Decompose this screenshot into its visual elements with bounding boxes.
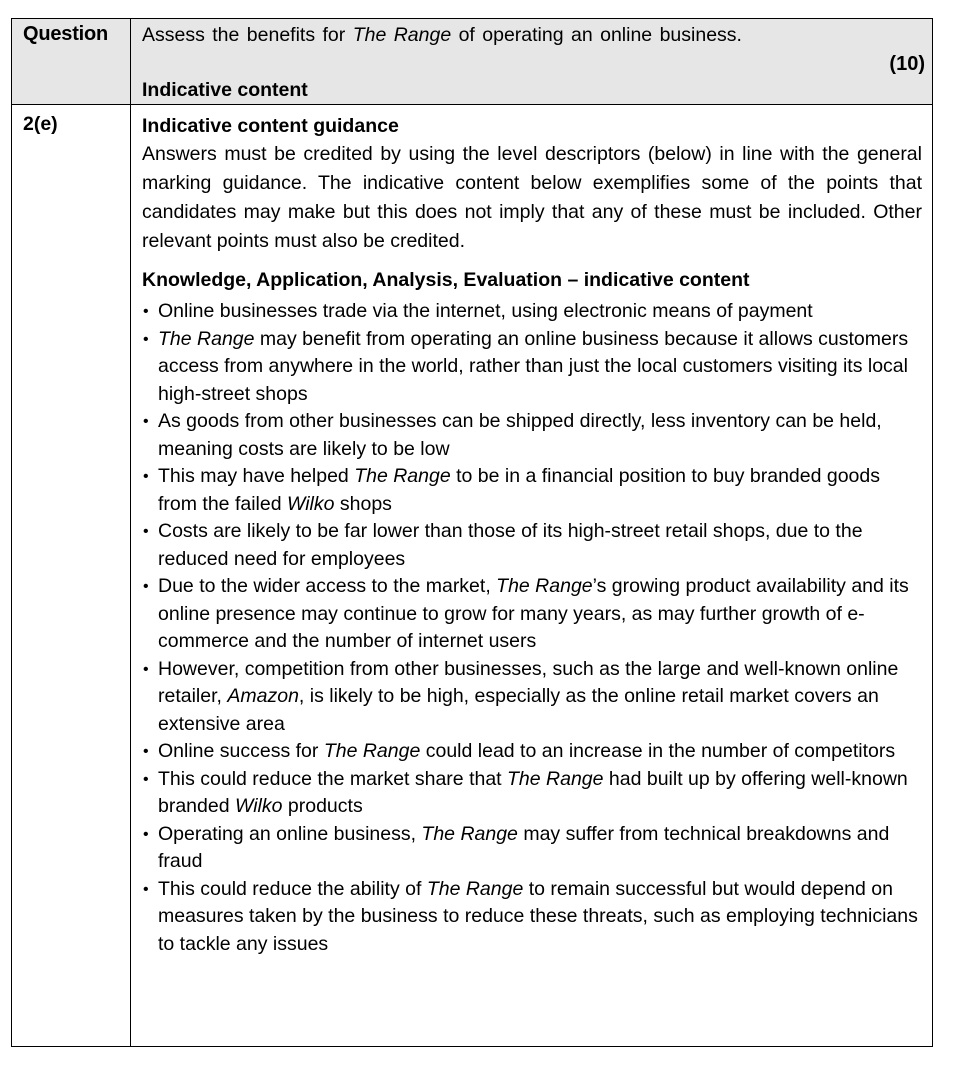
question-text-part: Assess the benefits for [142, 24, 353, 46]
question-column-label: Question [23, 23, 109, 45]
indicative-point [142, 408, 922, 463]
indicative-point [142, 656, 922, 739]
point-text-emphasis: Wilko [286, 492, 335, 515]
point-text-emphasis: The Range [496, 575, 593, 597]
bullet-icon: • [143, 413, 149, 430]
indicative-point [142, 463, 922, 518]
question-text-part: of operating an online business. [451, 24, 742, 46]
marks-available: (10) [889, 53, 925, 75]
point-text: Costs are likely to be far lower than those of its high-street retail shops, due to the reduced need for employees [158, 520, 863, 570]
point-text: shops [334, 492, 392, 515]
point-text-emphasis: Wilko [234, 795, 283, 817]
indicative-points-list [142, 298, 922, 958]
point-text: As goods from other businesses can be shipped directly, less inventory can be held, meaning costs are likely to be low [158, 410, 882, 460]
point-text: to remain successful but would depend on measures taken by the business to reduce these threats, such as employing technicians to tackle any issues [158, 877, 918, 955]
indicative-content-heading: Indicative content [142, 79, 308, 101]
point-text: Operating an online business, [158, 822, 422, 845]
guidance-text: Answers must be credited by using the level descriptors (below) in line with the general marking guidance. The indicative content below exemplifies some of the points that candidates may make but this does not imply that any of these must be included. Other relevant points must also be credited. [142, 143, 922, 252]
point-text: products [282, 795, 363, 817]
indicative-point [142, 298, 922, 326]
table-header-row [12, 19, 932, 105]
point-text-emphasis: The Range [421, 822, 518, 845]
question-text-company: The Range [352, 24, 452, 46]
bullet-icon: • [143, 303, 149, 320]
indicative-point [142, 573, 922, 656]
question-number: 2(e) [23, 113, 58, 135]
point-text: to be in a financial position to buy branded goods from the failed [158, 465, 880, 515]
point-text-emphasis: The Range [323, 740, 421, 762]
point-text: This may have helped [158, 465, 355, 487]
point-text: may benefit from operating an online business because it allows customers access from anywhere in the world, rather than just the local customers visiting its local high-street shops [158, 327, 909, 405]
indicative-point [142, 876, 922, 959]
indicative-point [142, 766, 922, 821]
point-text-emphasis: Amazon [227, 685, 299, 707]
bullet-icon: • [143, 825, 149, 843]
indicative-point [142, 738, 922, 766]
point-text-emphasis: The Range [354, 465, 451, 487]
indicative-point [142, 518, 922, 573]
bullet-icon: • [143, 330, 149, 348]
mark-scheme-table [11, 18, 933, 1047]
bullet-icon: • [143, 578, 149, 595]
bullet-icon: • [143, 523, 149, 540]
point-text: could lead to an increase in the number of competitors [420, 740, 896, 762]
point-text: Online success for [158, 740, 324, 762]
guidance-title: Indicative content guidance [142, 115, 399, 137]
point-text-emphasis: The Range [158, 327, 255, 350]
point-text-emphasis: The Range [507, 767, 604, 790]
answer-content [142, 112, 922, 958]
point-text: However, competition from other businesses, such as the large and well-known online retailer, [158, 657, 899, 707]
column-divider [130, 19, 131, 1046]
point-text: may suffer from technical breakdowns and fraud [158, 822, 890, 872]
bullet-icon: • [143, 880, 149, 898]
bullet-icon: • [143, 770, 149, 788]
point-text-emphasis: The Range [426, 877, 524, 900]
point-text: This could reduce the ability of [158, 877, 427, 900]
point-text: Online businesses trade via the internet, using electronic means of payment [158, 300, 813, 322]
point-text: ’s growing product availability and its online presence may continue to grow for many years, as may further growth of e-commerce and the number of internet users [158, 575, 909, 652]
indicative-point [142, 326, 922, 409]
point-text: Due to the wider access to the market, [158, 575, 497, 597]
bullet-icon: • [143, 468, 149, 485]
point-text: , is likely to be high, especially as the online retail market covers an extensive area [158, 685, 879, 735]
point-text: had built up by offering well-known branded [158, 767, 908, 817]
bullet-icon: • [143, 660, 149, 678]
bullet-icon: • [143, 743, 149, 760]
kaae-heading: Knowledge, Application, Analysis, Evaluation – indicative content [142, 269, 750, 291]
question-text [142, 24, 742, 47]
indicative-point [142, 821, 922, 876]
point-text: This could reduce the market share that [158, 767, 508, 790]
